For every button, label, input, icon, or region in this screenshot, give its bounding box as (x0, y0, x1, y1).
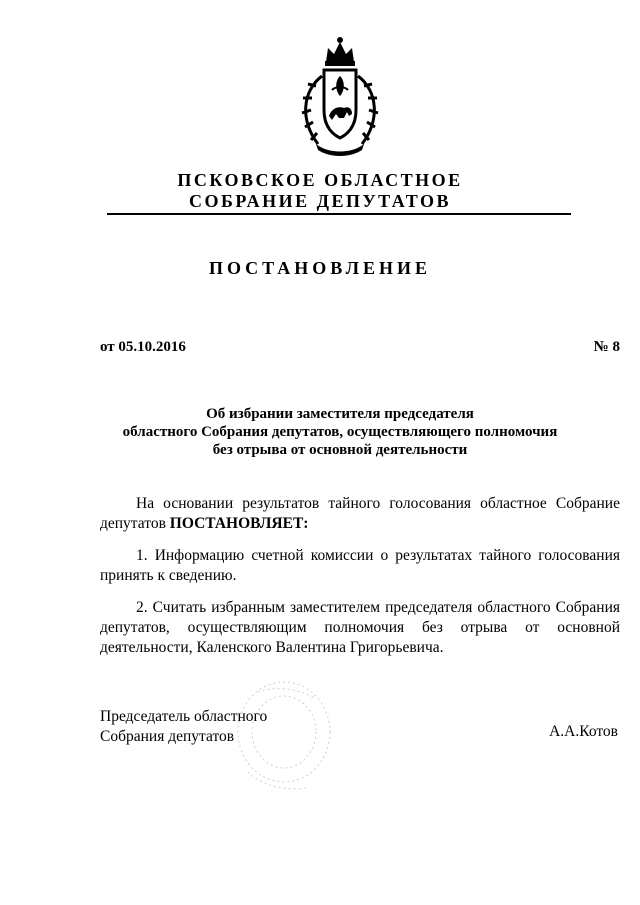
item1-text: 1. Информацию счетной комиссии о результатах тайного голосования принять к сведению. (100, 547, 620, 584)
pskov-coat-of-arms-icon (292, 36, 388, 160)
signatory-name: А.А.Котов (549, 723, 618, 740)
subject-line: без отрыва от основной деятельности (212, 442, 468, 458)
subject-line: Об избрании заместителя председателя (206, 406, 474, 422)
document-date: от 05.10.2016 (100, 339, 186, 355)
header-divider (107, 213, 571, 215)
position-line2: Собрания депутатов (100, 728, 235, 745)
decree-keyword: ПОСТАНОВЛЯЕТ: (169, 515, 309, 532)
document-type: ПОСТАНОВЛЕНИЕ (208, 258, 432, 278)
intro-text: На основании результатов тайного голосования областное Собрание депутатов (100, 495, 620, 532)
position-line1: Председатель областного (100, 708, 268, 725)
document-number: № 8 (593, 339, 620, 355)
item2-text: 2. Считать избранным заместителем председателя областного Собрания депутатов, осуществляющим полномочия без отрыва от основной деятельности, Каленского Валентина Григорьевича. (100, 599, 620, 656)
resolution-item-2 (100, 598, 620, 658)
subject-line: областного Собрания депутатов, осуществляющего полномочия (122, 424, 558, 440)
resolution-item-1 (100, 546, 620, 586)
org-name-line1: ПСКОВСКОЕ ОБЛАСТНОЕ (177, 170, 463, 190)
org-name-line2: СОБРАНИЕ ДЕПУТАТОВ (188, 191, 451, 211)
document-subject (60, 405, 620, 459)
signatory-position (100, 707, 267, 747)
intro-paragraph (100, 494, 620, 534)
